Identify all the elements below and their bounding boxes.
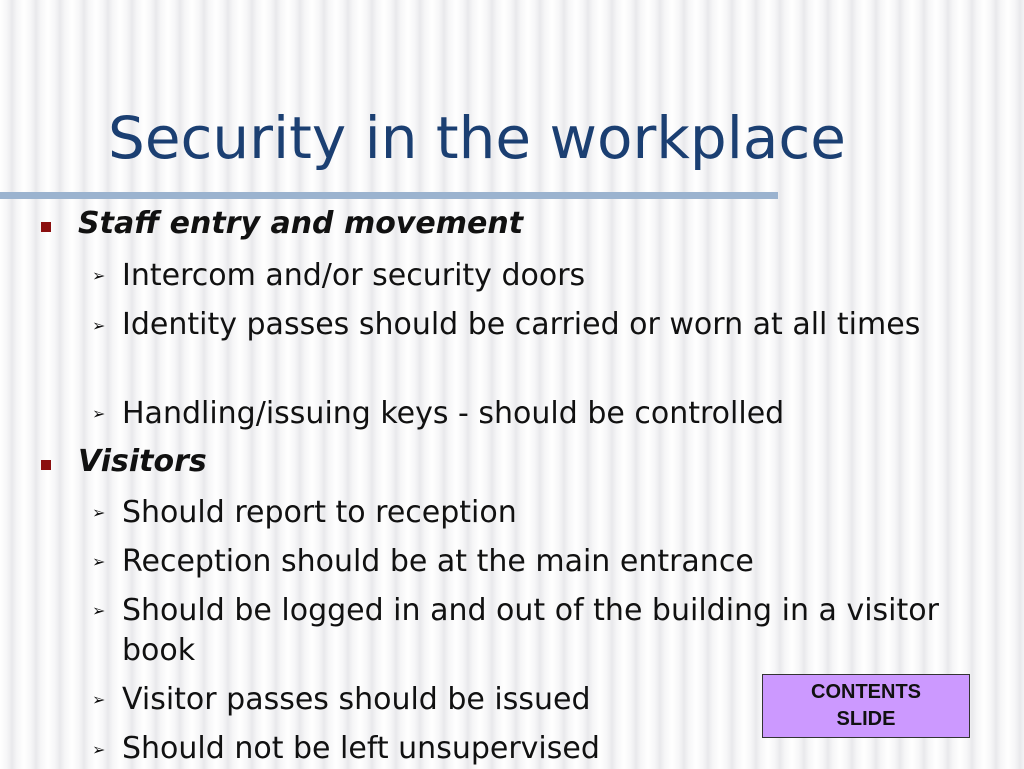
list-item: Intercom and/or security doors [122,258,586,293]
section-heading-visitors: Visitors [78,444,207,479]
list-item: Handling/issuing keys - should be controlled [122,396,785,431]
contents-slide-label: CONTENTS SLIDE [811,681,921,730]
list-item: Identity passes should be carried or worn at all times [122,307,921,342]
slide-title: Security in the workplace [108,104,846,172]
arrow-bullet-icon: ➢ [92,690,106,709]
arrow-bullet-icon: ➢ [92,503,106,522]
list-item: Visitor passes should be issued [122,682,591,717]
arrow-bullet-icon: ➢ [92,316,106,335]
list-item: Reception should be at the main entrance [122,544,754,579]
arrow-bullet-icon: ➢ [92,740,106,759]
arrow-bullet-icon: ➢ [92,404,106,423]
list-item: Should not be left unsupervised [122,731,600,766]
square-bullet-icon [41,460,51,470]
square-bullet-icon [41,222,51,232]
arrow-bullet-icon: ➢ [92,601,106,620]
arrow-bullet-icon: ➢ [92,266,106,285]
section-heading-staff: Staff entry and movement [78,206,524,241]
list-item: Should report to reception [122,495,517,530]
list-item: Should be logged in and out of the building in a visitor book [122,593,939,668]
arrow-bullet-icon: ➢ [92,552,106,571]
contents-slide-button[interactable] [762,674,970,738]
title-divider [0,192,778,199]
